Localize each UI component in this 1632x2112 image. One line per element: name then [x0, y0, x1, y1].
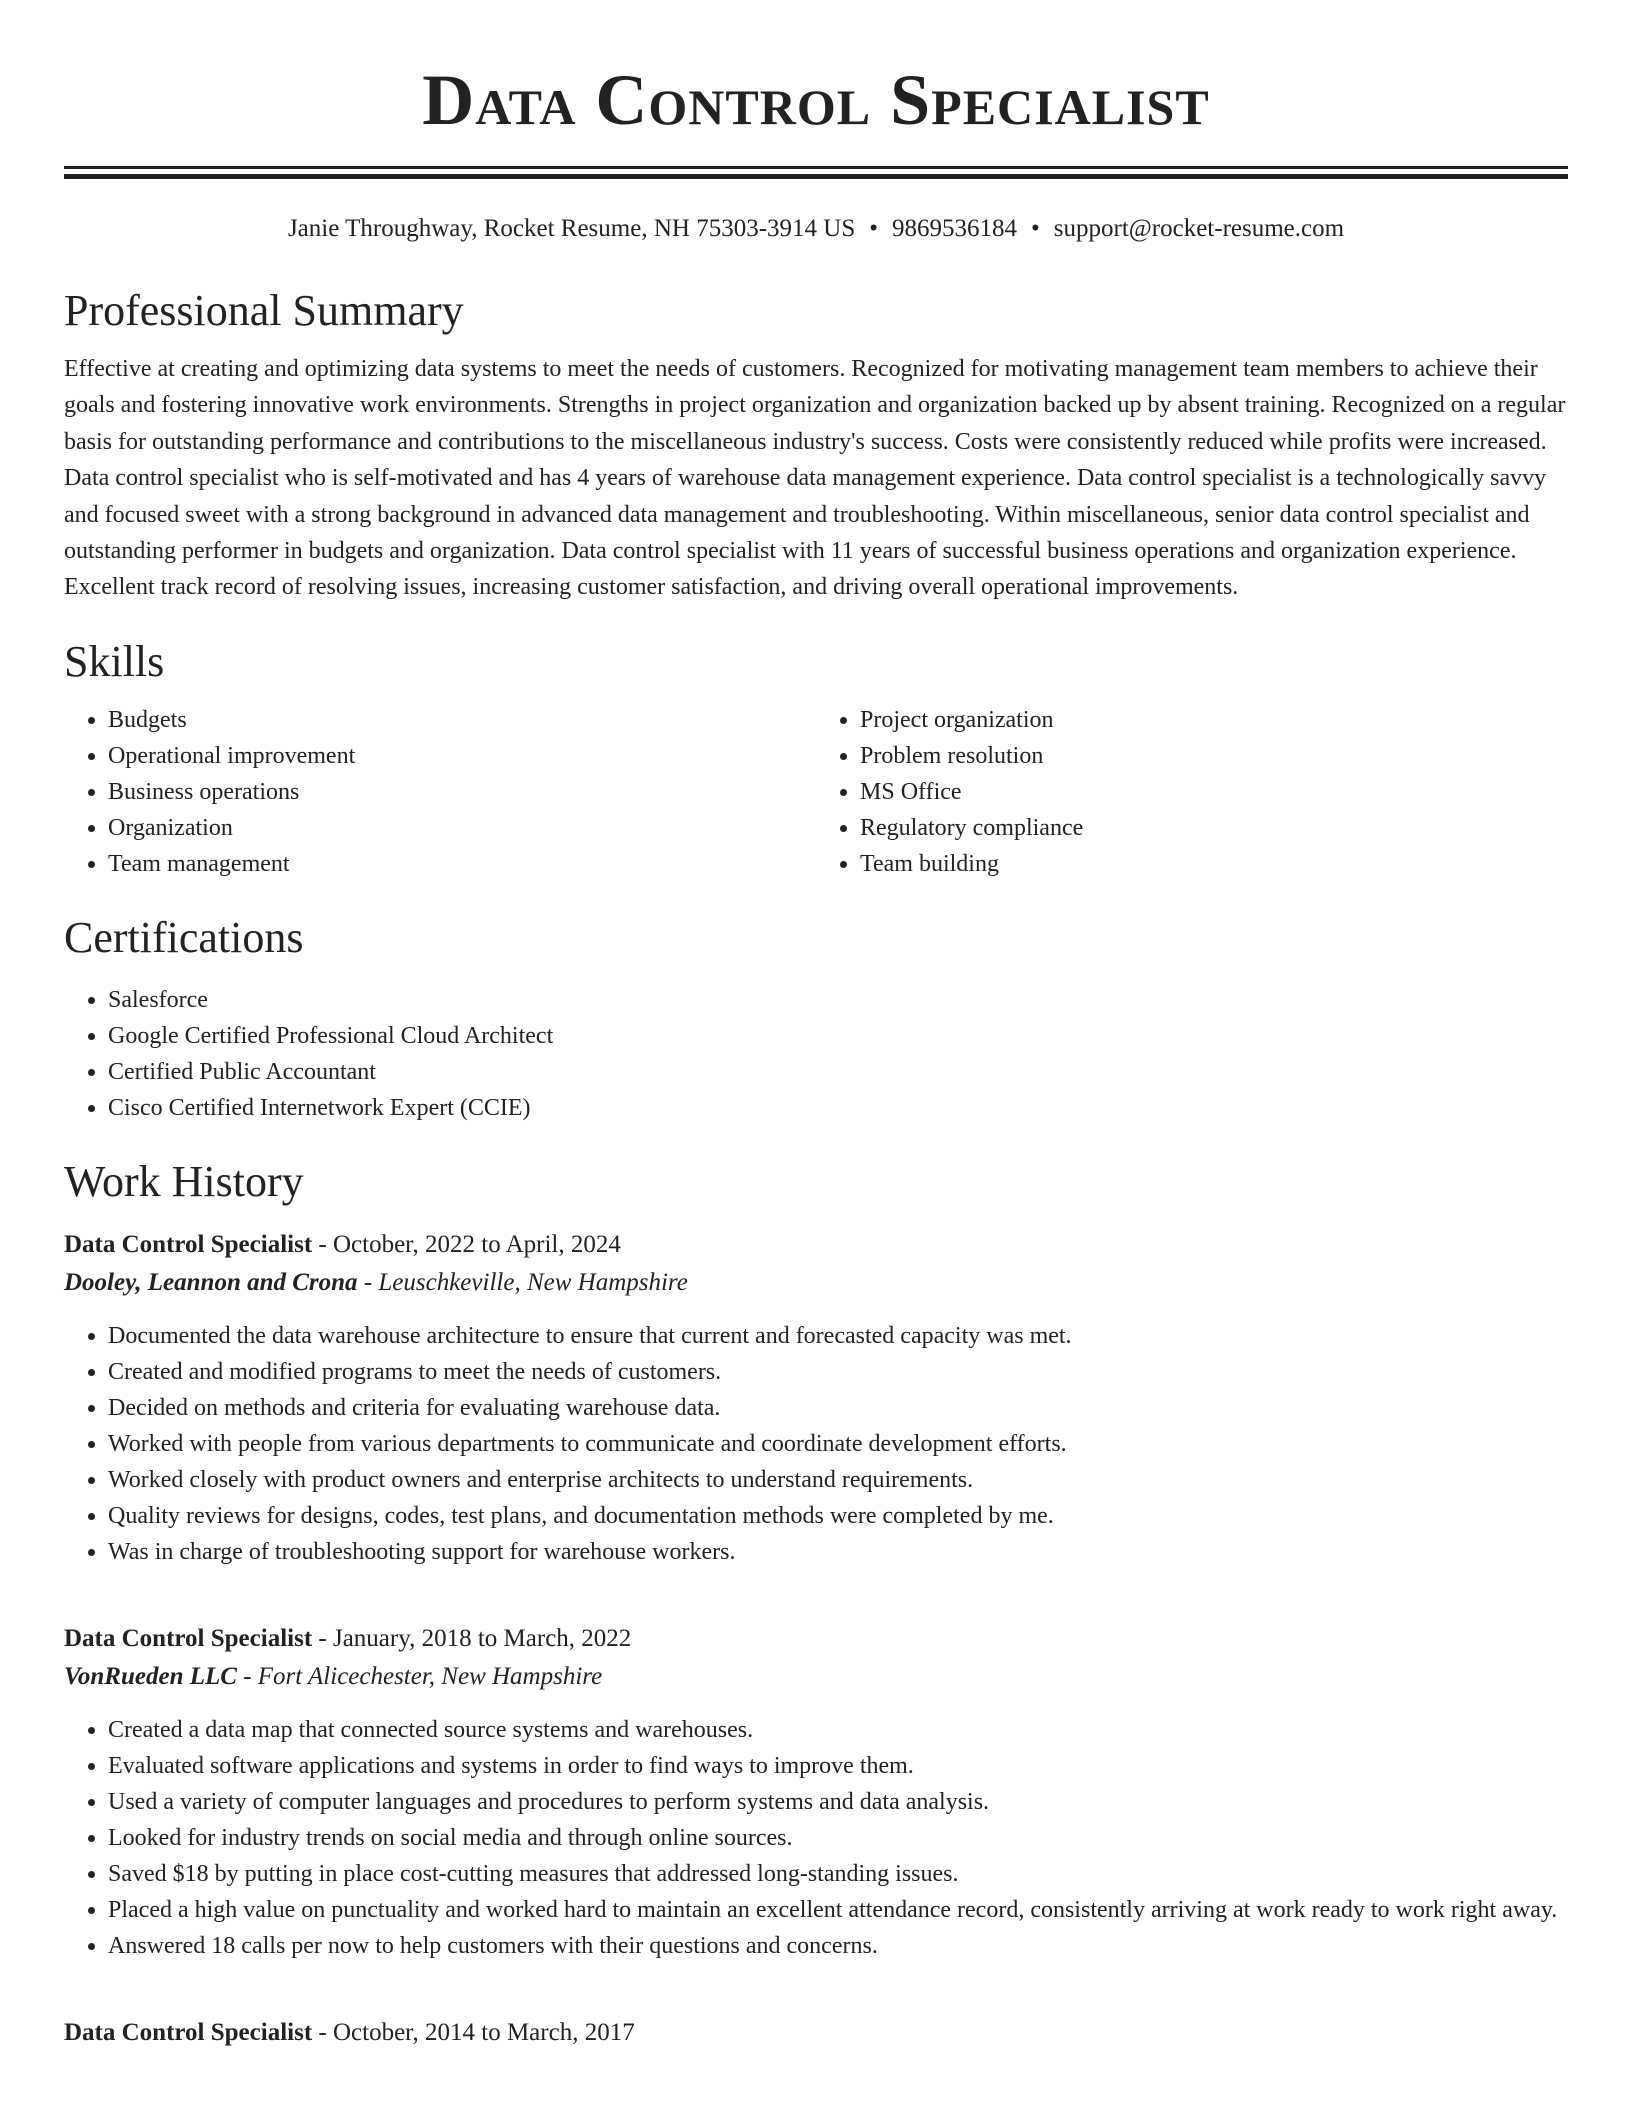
job-dash: - [357, 1268, 379, 1296]
job-dates: October, 2022 to April, 2024 [332, 1230, 621, 1258]
skill-item: • Team management [108, 846, 816, 882]
title-rule-top [64, 166, 1568, 169]
job-bullet: • Quality reviews for designs, codes, test plans, and documentation methods were completed by me. [108, 1498, 1568, 1534]
job-location: Leuschkeville, New Hampshire [378, 1268, 688, 1296]
summary-text: Effective at creating and optimizing data systems to meet the needs of customers. Recognized for motivating management team members to achieve their goals and fostering innovative work environments. Strengths in project organization and organization backed up by absent training. Recognized on a regular basis for outstanding performance and contributions to the miscellaneous industry's success. Costs were consistently reduced while profits were increased. Data control specialist who is self-motivated and has 4 years of warehouse data management experience. Data control specialist is a technologically savvy and focused sweet with a strong background in advanced data management and troubleshooting. Within miscellaneous, senior data control specialist and outstanding performer in budgets and organization. Data control specialist with 11 years of successful business operations and organization experience. Excellent track record of resolving issues, increasing customer satisfaction, and driving overall operational improvements. [64, 356, 1566, 601]
certification-item: • Cisco Certified Internetwork Expert (CCIE) [108, 1090, 1568, 1126]
summary-heading: Professional Summary [64, 286, 464, 335]
job-location: Fort Alicechester, New Hampshire [257, 1662, 603, 1690]
job-entry [64, 2014, 1568, 2052]
job-bullet: • Worked closely with product owners and enterprise architects to understand requirements. [108, 1462, 1568, 1498]
job-entry [64, 1226, 1568, 1570]
skills-list [64, 702, 1568, 882]
job-dash: - [312, 1230, 333, 1258]
job-title-line [64, 1620, 1568, 1658]
certifications-heading: Certifications [64, 912, 304, 962]
job-title: Data Control Specialist [64, 1230, 313, 1258]
certification-item: • Certified Public Accountant [108, 1054, 1568, 1090]
skill-item: • Operational improvement [108, 738, 816, 774]
skill-item: • MS Office [860, 774, 1568, 810]
skills-column-right [816, 702, 1568, 882]
job-bullet: • Evaluated software applications and systems in order to find ways to improve them. [108, 1748, 1568, 1784]
work-history-heading: Work History [64, 1156, 304, 1206]
skill-item: • Project organization [860, 702, 1568, 738]
title-rule-bottom [64, 174, 1568, 179]
job-bullet: • Saved $18 by putting in place cost-cutting measures that addressed long-standing issues. [108, 1856, 1568, 1892]
skill-item: • Organization [108, 810, 816, 846]
job-bullet: • Answered 18 calls per now to help customers with their questions and concerns. [108, 1928, 1568, 1964]
job-title: Data Control Specialist [64, 2018, 313, 2046]
contact-address: Janie Throughway, Rocket Resume, NH 75303-3914 US [287, 215, 856, 242]
skill-item: • Budgets [108, 702, 816, 738]
job-bullet: • Looked for industry trends on social media and through online sources. [108, 1820, 1568, 1856]
skill-item: • Business operations [108, 774, 816, 810]
job-entry [64, 1620, 1568, 1964]
job-dates: January, 2018 to March, 2022 [332, 1624, 632, 1652]
job-title-line [64, 1226, 1568, 1264]
job-bullet: • Worked with people from various departments to communicate and coordinate development efforts. [108, 1426, 1568, 1462]
certification-item: • Salesforce [108, 982, 1568, 1018]
job-bullet: • Placed a high value on punctuality and worked hard to maintain an excellent attendance record, consistently arriving at work ready to work right away. [108, 1892, 1568, 1928]
skills-column-left [64, 702, 816, 882]
contact-separator: • [869, 215, 878, 242]
contact-line [64, 213, 1568, 245]
job-dates: October, 2014 to March, 2017 [332, 2018, 635, 2046]
job-company-line [64, 1658, 1568, 1696]
job-bullet: • Was in charge of troubleshooting support for warehouse workers. [108, 1534, 1568, 1570]
job-bullet: • Created a data map that connected source systems and warehouses. [108, 1712, 1568, 1748]
contact-phone: 9869536184 [892, 215, 1017, 242]
certifications-list [64, 982, 1568, 1126]
job-bullet: • Decided on methods and criteria for evaluating warehouse data. [108, 1390, 1568, 1426]
job-title-line [64, 2014, 1568, 2052]
job-bullet: • Documented the data warehouse architecture to ensure that current and forecasted capacity was met. [108, 1318, 1568, 1354]
contact-separator: • [1031, 215, 1040, 242]
certification-item: • Google Certified Professional Cloud Architect [108, 1018, 1568, 1054]
skill-item: • Team building [860, 846, 1568, 882]
job-dash: - [236, 1662, 258, 1690]
job-title: Data Control Specialist [64, 1624, 313, 1652]
job-dash: - [312, 2018, 333, 2046]
job-bullet: • Created and modified programs to meet the needs of customers. [108, 1354, 1568, 1390]
job-company-line [64, 1264, 1568, 1302]
job-bullets [64, 1712, 1568, 1964]
job-company: VonRueden LLC [64, 1662, 237, 1690]
skills-heading: Skills [64, 636, 165, 686]
contact-email[interactable]: support@rocket-resume.com [1053, 215, 1345, 242]
job-bullet: • Used a variety of computer languages and procedures to perform systems and data analysis. [108, 1784, 1568, 1820]
skill-item: • Problem resolution [860, 738, 1568, 774]
job-company: Dooley, Leannon and Crona [64, 1268, 358, 1296]
job-bullets [64, 1318, 1568, 1570]
skill-item: • Regulatory compliance [860, 810, 1568, 846]
job-dash: - [312, 1624, 333, 1652]
page-title: Data Control Specialist [422, 60, 1210, 140]
